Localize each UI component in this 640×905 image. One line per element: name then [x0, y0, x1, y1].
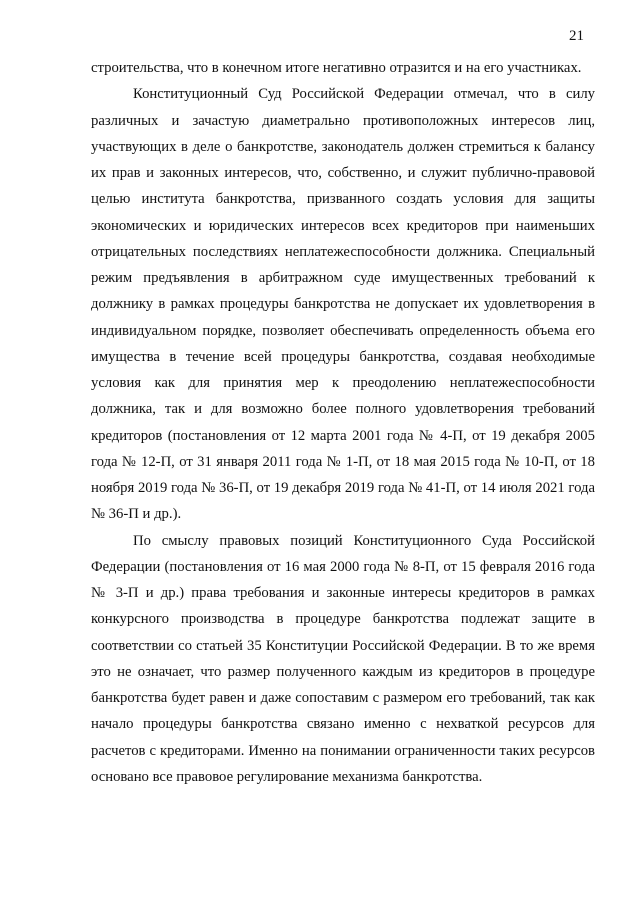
paragraph-continuation: строительства, что в конечном итоге негативно отразится и на его участниках. — [91, 60, 582, 76]
document-body — [91, 55, 595, 790]
paragraph-creditor-rights: По смыслу правовых позиций Конституционного Суда Российской Федерации (постановления от 16 мая 2000 года № 8-П, от 15 февраля 2016 года № 3-П и др.) права требования и законные интересы кредиторов в рамках конкурсного производства в процедуре банкротства подлежат защите в соответствии со статьей 35 Конституции Российской Федерации. В то же время это не означает, что размер полученного каждым из кредиторов в процедуре банкротства будет равен и даже сопоставим с размером его требований, так как начало процедуры банкротства связано именно с нехваткой ресурсов для расчетов с кредиторами. Именно на понимании ограниченности таких ресурсов основано все правовое регулирование механизма банкротства. — [91, 532, 595, 785]
page-number: 21 — [569, 28, 584, 44]
paragraph-constitutional-court-balance: Конституционный Суд Российской Федерации отмечал, что в силу различных и зачастую диаметрально противоположных интересов лиц, участвующих в деле о банкротстве, законодатель должен стремиться к балансу их прав и законных интересов, что, собственно, и служит публично-правовой целью института банкротства, призванного создать условия для защиты экономических и юридических интересов всех кредиторов при наименьших отрицательных последствиях неплатежеспособности должника. Специальный режим предъявления в арбитражном суде имущественных требований к должнику в рамках процедуры банкротства не допускает их удовлетворения в индивидуальном порядке, позволяет обеспечивать определенность объема его имущества в течение всей процедуры банкротства, создавая необходимые условия как для принятия мер к преодолению неплатежеспособности должника, так и для возможно более полного удовлетворения требований кредиторов (постановления от 12 марта 2001 года № 4-П, от 19 декабря 2005 года № 12-П, от 31 января 2011 года № 1-П, от 18 мая 2015 года № 10-П, от 18 ноября 2019 года № 36-П, от 19 декабря 2019 года № 41-П, от 14 июля 2021 года № 36-П и др.). — [91, 86, 595, 523]
